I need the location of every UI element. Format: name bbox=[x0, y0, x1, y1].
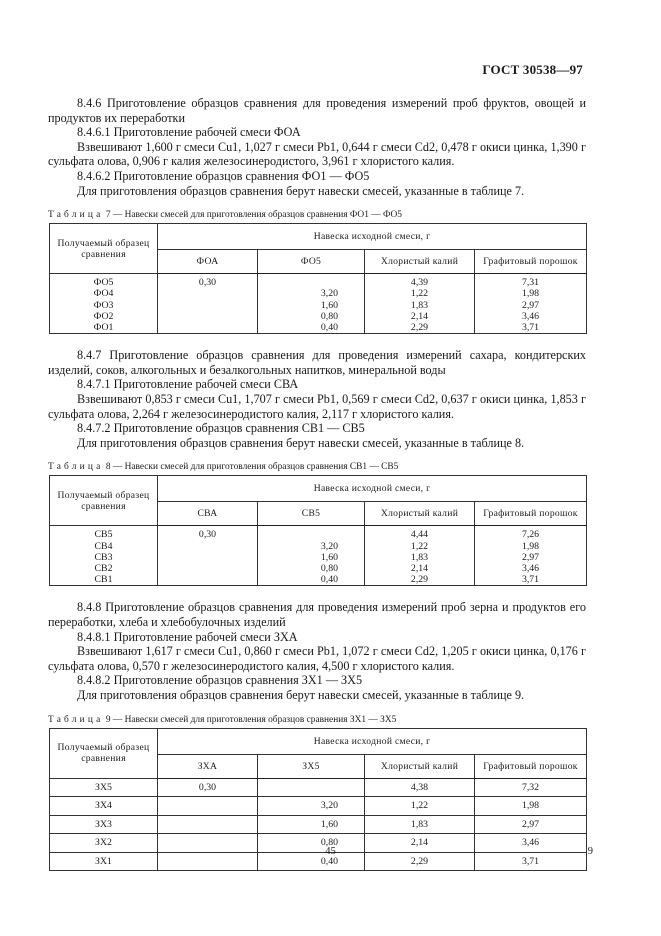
table-cell bbox=[158, 815, 258, 834]
table-cell: ФО5 bbox=[50, 274, 158, 289]
paragraph: Для приготовления образцов сравнения берут навески смесей, указанные в таблице 8. bbox=[77, 435, 525, 450]
table-row bbox=[50, 311, 587, 322]
paragraph: Для приготовления образцов сравнения берут навески смесей, указанные в таблице 7. bbox=[77, 183, 525, 198]
subsection-title: 8.4.7.2 Приготовление образцов сравнения СВ1 — СВ5 bbox=[77, 421, 365, 436]
table-row bbox=[50, 552, 587, 563]
table-cell: ФО1 bbox=[50, 322, 158, 334]
table-cell: 1,60 bbox=[258, 815, 365, 834]
page-number: 45 bbox=[325, 846, 336, 857]
table-cell: 1,22 bbox=[365, 541, 475, 552]
table-cell bbox=[158, 552, 258, 563]
table-cell: ЗХ3 bbox=[50, 815, 158, 834]
paragraph: Взвешивают 1,617 г смеси Cu1, 0,860 г смеси Pb1, 1,072 г смеси Cd2, 1,205 г окиси цинка, 0,176 г сульфата олова, 0,570 г железосинеродистого калия, 4,500 г хлористого калия. bbox=[48, 644, 586, 673]
document-body bbox=[48, 96, 586, 871]
table-cell: 2,97 bbox=[475, 552, 587, 563]
column-header: ФОА bbox=[158, 250, 258, 274]
table-row bbox=[50, 541, 587, 552]
table-cell: 0,40 bbox=[258, 574, 365, 586]
table-cell bbox=[258, 778, 365, 797]
table-caption-text: 8 — Навески смесей для приготовления образцов сравнения СВ1 — СВ5 bbox=[103, 462, 399, 473]
table-cell: СВ5 bbox=[50, 526, 158, 541]
table-cell: 1,60 bbox=[258, 300, 365, 311]
table-7 bbox=[49, 223, 587, 334]
table-8 bbox=[49, 475, 587, 586]
table-cell: 2,29 bbox=[365, 574, 475, 586]
table-cell bbox=[158, 288, 258, 299]
column-group-header: Навеска исходной смеси, г bbox=[158, 728, 587, 754]
table-cell: 0,80 bbox=[258, 311, 365, 322]
table-cell: 3,71 bbox=[475, 322, 587, 334]
table-cell bbox=[258, 526, 365, 541]
table-cell: 3,46 bbox=[475, 834, 587, 853]
table-cell bbox=[158, 322, 258, 334]
table-cell: СВ2 bbox=[50, 563, 158, 574]
table-label: Таблица bbox=[48, 714, 104, 725]
table-cell: ЗХ4 bbox=[50, 797, 158, 816]
table-row bbox=[50, 526, 587, 541]
subsection-title: 8.4.6.1 Приготовление рабочей смеси ФОА bbox=[77, 125, 301, 140]
paragraph: Взвешивают 1,600 г смеси Cu1, 1,027 г смеси Pb1, 0,644 г смеси Cd2, 0,478 г окиси цинка, 1,390 г сульфата олова, 0,906 г калия железосинеродистого, 3,961 г хлористого калия. bbox=[48, 139, 586, 169]
table-cell: 4,44 bbox=[365, 526, 475, 541]
table-cell bbox=[158, 541, 258, 552]
table-cell: 2,14 bbox=[365, 311, 475, 322]
table-caption-text: 7 — Навески смесей для приготовления образцов сравнения ФО1 — ФО5 bbox=[103, 210, 402, 221]
table-cell: 1,98 bbox=[475, 288, 587, 299]
table-cell: 1,83 bbox=[365, 815, 475, 834]
section-title: 8.4.7 Приготовление образцов сравнения для проведения измерений сахара, кондитерских изделий, соков, алкогольных и безалкогольных напитков, минеральной воды bbox=[48, 348, 586, 377]
sheet-number: 9 bbox=[587, 846, 593, 857]
table-row bbox=[50, 274, 587, 289]
table-cell: ЗХ2 bbox=[50, 834, 158, 853]
column-header: СВ5 bbox=[258, 502, 365, 526]
table-cell: 2,29 bbox=[365, 322, 475, 334]
paragraph: Взвешивают 0,853 г смеси Cu1, 1,707 г смеси Pb1, 0,569 г смеси Cd2, 0,637 г окиси цинка, 1,853 г сульфата олова, 2,264 г железосинеродистого калия, 2,117 г хлористого калия. bbox=[48, 391, 586, 421]
table-row bbox=[50, 574, 587, 586]
table-row bbox=[50, 778, 587, 797]
table-caption bbox=[48, 209, 586, 221]
column-header: Графитовый порошок bbox=[475, 754, 587, 778]
table-cell: ЗХ5 bbox=[50, 778, 158, 797]
table-cell: СВ1 bbox=[50, 574, 158, 586]
table-cell: 3,20 bbox=[258, 288, 365, 299]
table-cell: 0,40 bbox=[258, 322, 365, 334]
table-body bbox=[50, 526, 587, 586]
column-header: Графитовый порошок bbox=[475, 250, 587, 274]
table-cell: 0,30 bbox=[158, 274, 258, 289]
column-header: ЗХ5 bbox=[258, 754, 365, 778]
column-group-header: Навеска исходной смеси, г bbox=[158, 476, 587, 502]
table-cell: 0,40 bbox=[258, 852, 365, 871]
subsection-title: 8.4.7.1 Приготовление рабочей смеси СВА bbox=[77, 377, 299, 392]
table-cell: 3,20 bbox=[258, 797, 365, 816]
table-row bbox=[50, 288, 587, 299]
table-cell: 4,39 bbox=[365, 274, 475, 289]
column-header: Графитовый порошок bbox=[475, 502, 587, 526]
table-cell bbox=[158, 574, 258, 586]
table-cell: СВ3 bbox=[50, 552, 158, 563]
paragraph: Для приготовления образцов сравнения берут навески смесей, указанные в таблице 9. bbox=[77, 687, 525, 702]
table-caption-text: 9 — Навески смесей для приготовления образцов сравнения ЗХ1 — ЗХ5 bbox=[103, 714, 397, 725]
table-label: Таблица bbox=[48, 462, 104, 473]
table-cell: 1,98 bbox=[475, 797, 587, 816]
table-cell: СВ4 bbox=[50, 541, 158, 552]
table-cell: 1,60 bbox=[258, 552, 365, 563]
table-cell bbox=[158, 311, 258, 322]
table-caption bbox=[48, 714, 586, 726]
table-cell: 0,30 bbox=[158, 778, 258, 797]
table-row bbox=[50, 797, 587, 816]
column-header: Хлористый калий bbox=[365, 502, 475, 526]
table-cell: 4,38 bbox=[365, 778, 475, 797]
table-body bbox=[50, 778, 587, 871]
column-header: ЗХА bbox=[158, 754, 258, 778]
table-cell: 0,80 bbox=[258, 834, 365, 853]
table-cell: ЗХ1 bbox=[50, 852, 158, 871]
table-cell: ФО4 bbox=[50, 288, 158, 299]
table-cell: 0,30 bbox=[158, 526, 258, 541]
column-header: СВА bbox=[158, 502, 258, 526]
table-cell: 1,22 bbox=[365, 288, 475, 299]
table-cell: 3,20 bbox=[258, 541, 365, 552]
table-row bbox=[50, 815, 587, 834]
table-cell bbox=[158, 563, 258, 574]
column-header-obtained: Получаемый образец сравнения bbox=[50, 728, 158, 778]
column-group-header: Навеска исходной смеси, г bbox=[158, 224, 587, 250]
column-header: ФО5 bbox=[258, 250, 365, 274]
table-body bbox=[50, 274, 587, 334]
table-cell: 7,32 bbox=[475, 778, 587, 797]
column-header: Хлористый калий bbox=[365, 754, 475, 778]
table-cell: 3,46 bbox=[475, 563, 587, 574]
standard-code: ГОСТ 30538—97 bbox=[482, 62, 583, 77]
column-header: Хлористый калий bbox=[365, 250, 475, 274]
table-cell: 3,71 bbox=[475, 852, 587, 871]
table-cell: 3,71 bbox=[475, 574, 587, 586]
table-cell: 7,31 bbox=[475, 274, 587, 289]
column-header-obtained: Получаемый образец сравнения bbox=[50, 476, 158, 526]
table-cell: ФО2 bbox=[50, 311, 158, 322]
table-cell: 7,26 bbox=[475, 526, 587, 541]
column-header-obtained: Получаемый образец сравнения bbox=[50, 224, 158, 274]
table-row bbox=[50, 563, 587, 574]
subsection-title: 8.4.6.2 Приготовление образцов сравнения ФО1 — ФО5 bbox=[77, 168, 370, 183]
table-row bbox=[50, 322, 587, 334]
table-cell: 1,22 bbox=[365, 797, 475, 816]
table-cell: 2,97 bbox=[475, 300, 587, 311]
table-cell: 2,14 bbox=[365, 563, 475, 574]
table-cell bbox=[158, 300, 258, 311]
section-title: 8.4.6 Приготовление образцов сравнения для проведения измерений проб фруктов, овощей и продуктов их переработки bbox=[48, 96, 586, 125]
table-label: Таблица bbox=[48, 210, 104, 221]
table-row bbox=[50, 300, 587, 311]
table-cell: 2,97 bbox=[475, 815, 587, 834]
subsection-title: 8.4.8.1 Приготовление рабочей смеси ЗХА bbox=[77, 629, 298, 644]
subsection-title: 8.4.8.2 Приготовление образцов сравнения ЗХ1 — ЗХ5 bbox=[77, 673, 363, 688]
table-caption bbox=[48, 461, 586, 473]
table-cell: 3,46 bbox=[475, 311, 587, 322]
table-cell: 0,80 bbox=[258, 563, 365, 574]
table-cell: 2,14 bbox=[365, 834, 475, 853]
table-cell: 1,98 bbox=[475, 541, 587, 552]
table-cell bbox=[158, 797, 258, 816]
table-cell: 2,29 bbox=[365, 852, 475, 871]
table-cell bbox=[258, 274, 365, 289]
table-cell: ФО3 bbox=[50, 300, 158, 311]
table-cell: 1,83 bbox=[365, 300, 475, 311]
table-cell: 1,83 bbox=[365, 552, 475, 563]
section-title: 8.4.8 Приготовление образцов сравнения для проведения измерений проб зерна и продуктов его переработки, хлеба и хлебобулочных изделий bbox=[48, 600, 586, 629]
